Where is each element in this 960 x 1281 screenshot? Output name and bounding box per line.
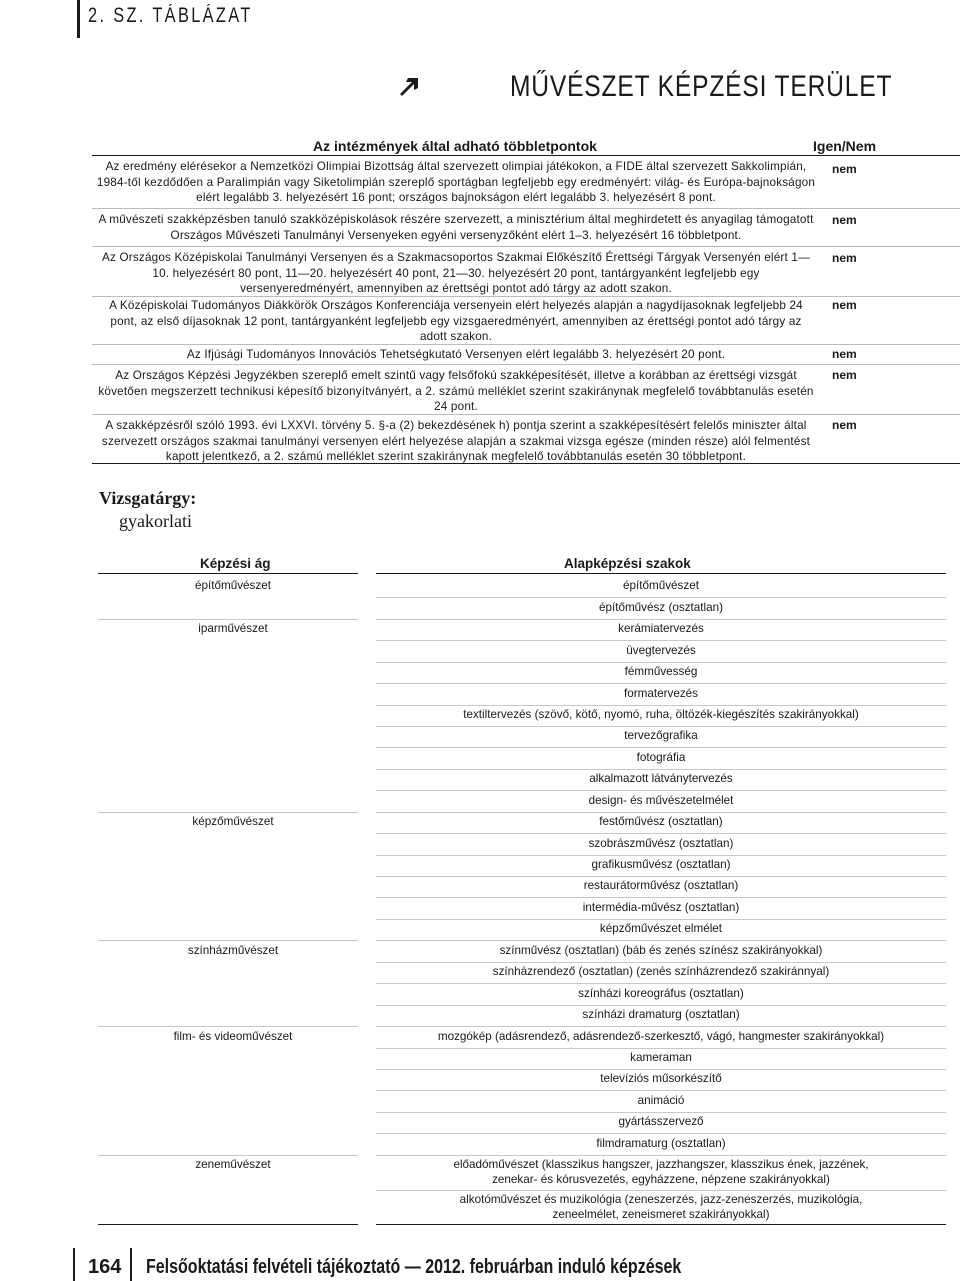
mapping-row-major: alkotóművészet és muzikológia (zeneszerzés, jazz-zeneszerzés, muzikológia, zeneelmélet, zeneismeret szakirányokkal) — [459, 1193, 863, 1221]
mapping-row-major: színházi dramaturg (osztatlan) — [582, 1008, 740, 1021]
mapping-row-major: tervezőgrafika — [624, 729, 698, 742]
mapping-row-divider — [376, 1112, 946, 1113]
mapping-branch-divider — [98, 1155, 358, 1156]
bonus-row-text: A szakképzésről szóló 1993. évi LXXVI. törvény 5. §-a (2) bekezdésének h) pontja szerint a szakképesítésért felelős miniszter által szervezett országos szakmai tanulmányi versenyen elért helyezése alapján a szakmai vizsga egésze (minden része) alól felmentést kapott jelentkező, a 2. számú melléklet szerint szakiránynak megfelelő továbbtanulás esetén 30 többletpont. — [101, 419, 811, 463]
mapping-row-divider — [376, 833, 946, 834]
mapping-row-major: televíziós műsorkészítő — [600, 1072, 722, 1085]
mapping-row-divider — [376, 662, 946, 663]
mapping-row-divider — [376, 1190, 946, 1191]
row-divider — [92, 246, 960, 247]
arrow-up-right-icon — [396, 74, 422, 100]
footer-title: Felsőoktatási felvételi tájékoztató — 2012. februárban induló képzések — [146, 1256, 682, 1278]
bonus-row-text: Az Országos Képzési Jegyzékben szereplő emelt szintű vagy felsőfokú szakképesítését, illetve a korábban az érettségi vizsgát követően megszerzett technikusi képesítő bizonyítványért, a 2. számú melléklet szerint szakiránynak megfelelő továbbtanulás esetén 24 pont. — [98, 369, 814, 413]
mapping-bottom-rule-right — [376, 1224, 946, 1225]
row-divider — [92, 296, 960, 297]
mapping-row-major: gyártásszervező — [618, 1115, 704, 1128]
mapping-row-divider — [376, 747, 946, 748]
mapping-header-rule-right — [376, 573, 946, 574]
row-divider — [92, 208, 960, 209]
mapping-row-branch: zeneművészet — [195, 1158, 271, 1171]
mapping-branch-divider — [98, 619, 358, 620]
page-header: 2. SZ. TÁBLÁZAT — [88, 4, 253, 27]
mapping-row-major: textiltervezés (szövő, kötő, nyomó, ruha, öltözék-kiegészítés szakirányokkal) — [463, 708, 859, 721]
footer-bar-left — [73, 1248, 75, 1281]
mapping-row-major: formatervezés — [623, 687, 699, 700]
mapping-row-divider — [376, 1026, 946, 1027]
exam-subject-value: gyakorlati — [119, 511, 192, 531]
row-divider — [92, 414, 960, 415]
mapping-row-major: filmdramaturg (osztatlan) — [596, 1137, 726, 1150]
mapping-row-divider — [376, 940, 946, 941]
mapping-row-major: fémművesség — [624, 665, 698, 678]
header-bar — [77, 0, 80, 38]
row-divider — [92, 344, 960, 345]
mapping-row-divider — [376, 1155, 946, 1156]
mapping-row-major: építőművész (osztatlan) — [598, 601, 724, 614]
mapping-row-divider — [376, 619, 946, 620]
mapping-row-divider — [376, 876, 946, 877]
mapping-row-major: színházi koreográfus (osztatlan) — [578, 987, 744, 1000]
mapping-row-divider — [376, 855, 946, 856]
section-title — [396, 70, 892, 104]
mapping-row-major: kerámiatervezés — [618, 622, 704, 635]
mapping-row-major: design- és művészetelmélet — [588, 794, 734, 807]
mapping-row-branch: képzőművészet — [192, 815, 274, 828]
mapping-row-divider — [376, 769, 946, 770]
mapping-row-major: színházrendező (osztatlan) (zenés színházrendező szakiránnyal) — [492, 965, 830, 978]
bonus-table-col-left: Az intézmények által adható többletpontok — [313, 138, 597, 154]
bonus-table-col-right: Igen/Nem — [813, 138, 877, 154]
mapping-row-major: üvegtervezés — [626, 644, 696, 657]
mapping-branch-divider — [98, 1026, 358, 1027]
mapping-row-divider — [376, 983, 946, 984]
mapping-row-branch: film- és videoművészet — [173, 1030, 293, 1043]
bonus-row-value: nem — [832, 213, 857, 227]
bonus-row-value: nem — [832, 298, 857, 312]
bonus-table-header-rule — [92, 155, 960, 156]
mapping-row-major: festőművész (osztatlan) — [599, 815, 723, 828]
exam-subject-label: Vizsgatárgy: — [99, 488, 197, 508]
mapping-branch-divider — [98, 940, 358, 941]
mapping-row-divider — [376, 1048, 946, 1049]
bonus-row-text: Az Ifjúsági Tudományos Innovációs Tehetségkutató Versenyen elért legalább 3. helyezésért 20 pont. — [186, 348, 726, 361]
mapping-row-divider — [376, 683, 946, 684]
mapping-row-major: kameraman — [630, 1051, 692, 1064]
mapping-row-divider — [376, 705, 946, 706]
bonus-row-text: A művészeti szakképzésben tanuló szakközépiskolások részére szervezett, a minisztérium által meghirdetett és anyagilag támogatott Országos Művészeti Tanulmányi Versenyeken egyéni versenyzőként elért 1–3. helyezésért 16 többletpont. — [98, 213, 814, 242]
bonus-row-value: nem — [832, 368, 857, 382]
page-number: 164 — [88, 1256, 122, 1278]
bonus-row-value: nem — [832, 347, 857, 361]
bonus-row-value: nem — [832, 251, 857, 265]
mapping-row-divider — [376, 1005, 946, 1006]
mapping-row-divider — [376, 597, 946, 598]
bonus-row-text: Az Országos Középiskolai Tanulmányi Versenyen és a Szakmacsoportos Szakmai Előkészítő Érettségi Tárgyak Versenyén elért 1—10. helyezésért 80 pont, 11—20. helyezésért 40 pont, 21—30. helyezésért 20 pont, tantárgyanként legfeljebb egy versenyeredményért, amennyiben az érettségi pontot adó tárgy az adott szakon. — [101, 251, 810, 295]
mapping-row-divider — [376, 919, 946, 920]
mapping-row-major: képzőművészet elmélet — [599, 922, 723, 935]
mapping-bottom-rule-left — [98, 1224, 358, 1225]
mapping-branch-divider — [98, 812, 358, 813]
mapping-table-col-right: Alapképzési szakok — [564, 556, 691, 571]
mapping-row-major: építőművészet — [622, 579, 699, 592]
mapping-row-major: előadóművészet (klasszikus hangszer, jazzhangszer, klasszikus ének, jazzének, zenekar- és kórusvezetés, egyházzene, népzene szakirányokkal) — [453, 1158, 869, 1186]
mapping-row-major: színművész (osztatlan) (báb és zenés színész szakirányokkal) — [499, 944, 823, 957]
mapping-row-divider — [376, 790, 946, 791]
mapping-row-divider — [376, 1090, 946, 1091]
mapping-row-major: animáció — [637, 1094, 685, 1107]
mapping-row-major: szobrászművész (osztatlan) — [588, 837, 734, 850]
mapping-row-divider — [376, 962, 946, 963]
section-title-text: MŰVÉSZET KÉPZÉSI TERÜLET — [509, 70, 892, 103]
mapping-row-divider — [376, 1069, 946, 1070]
bonus-row-text: Az eredmény elérésekor a Nemzetközi Olimpiai Bizottság által szervezett olimpiai játékokon, a FIDE által szervezett Sakkolimpián, 1984-től kezdődően a Paralimpián vagy Siketolimpián szereplő sportágban legfeljebb egy eredményért: világ- és Európa-bajnokságon elért legalább 3. helyezésért 16 pont; országos bajnokságon elért legalább 3. helyezésért 8 pont. — [96, 160, 816, 204]
bonus-row-text: A Középiskolai Tudományos Diákkörök Országos Konferenciája versenyein elért helyezés alapján a nagydíjasoknak legfeljebb 24 pont, az első díjasoknak 12 pont, tantárgyanként legfeljebb egy vizsgaeredményért, amennyiben az érettségi pontot adó tárgy az adott szakon. — [109, 299, 803, 343]
mapping-row-major: intermédia-művész (osztatlan) — [582, 901, 740, 914]
mapping-row-major: fotográfia — [636, 751, 686, 764]
mapping-row-branch: építőművészet — [194, 579, 271, 592]
mapping-header-rule-left — [98, 573, 358, 574]
footer-bar-right — [130, 1248, 132, 1281]
mapping-row-divider — [376, 640, 946, 641]
mapping-row-major: restaurátorművész (osztatlan) — [583, 879, 739, 892]
bonus-table-bottom-rule — [92, 463, 960, 464]
bonus-row-value: nem — [832, 418, 857, 432]
mapping-table-col-left: Képzési ág — [200, 556, 271, 571]
mapping-row-major: mozgókép (adásrendező, adásrendező-szerkesztő, vágó, hangmester szakirányokkal) — [437, 1030, 885, 1043]
bonus-row-value: nem — [832, 162, 857, 176]
mapping-row-divider — [376, 1133, 946, 1134]
mapping-row-divider — [376, 726, 946, 727]
mapping-row-major: alkalmazott látványtervezés — [589, 772, 733, 785]
mapping-row-branch: iparművészet — [198, 622, 268, 635]
mapping-row-divider — [376, 897, 946, 898]
mapping-row-divider — [376, 812, 946, 813]
row-divider — [92, 364, 960, 365]
mapping-row-major: grafikusművész (osztatlan) — [591, 858, 731, 871]
mapping-row-branch: színházművészet — [187, 944, 279, 957]
